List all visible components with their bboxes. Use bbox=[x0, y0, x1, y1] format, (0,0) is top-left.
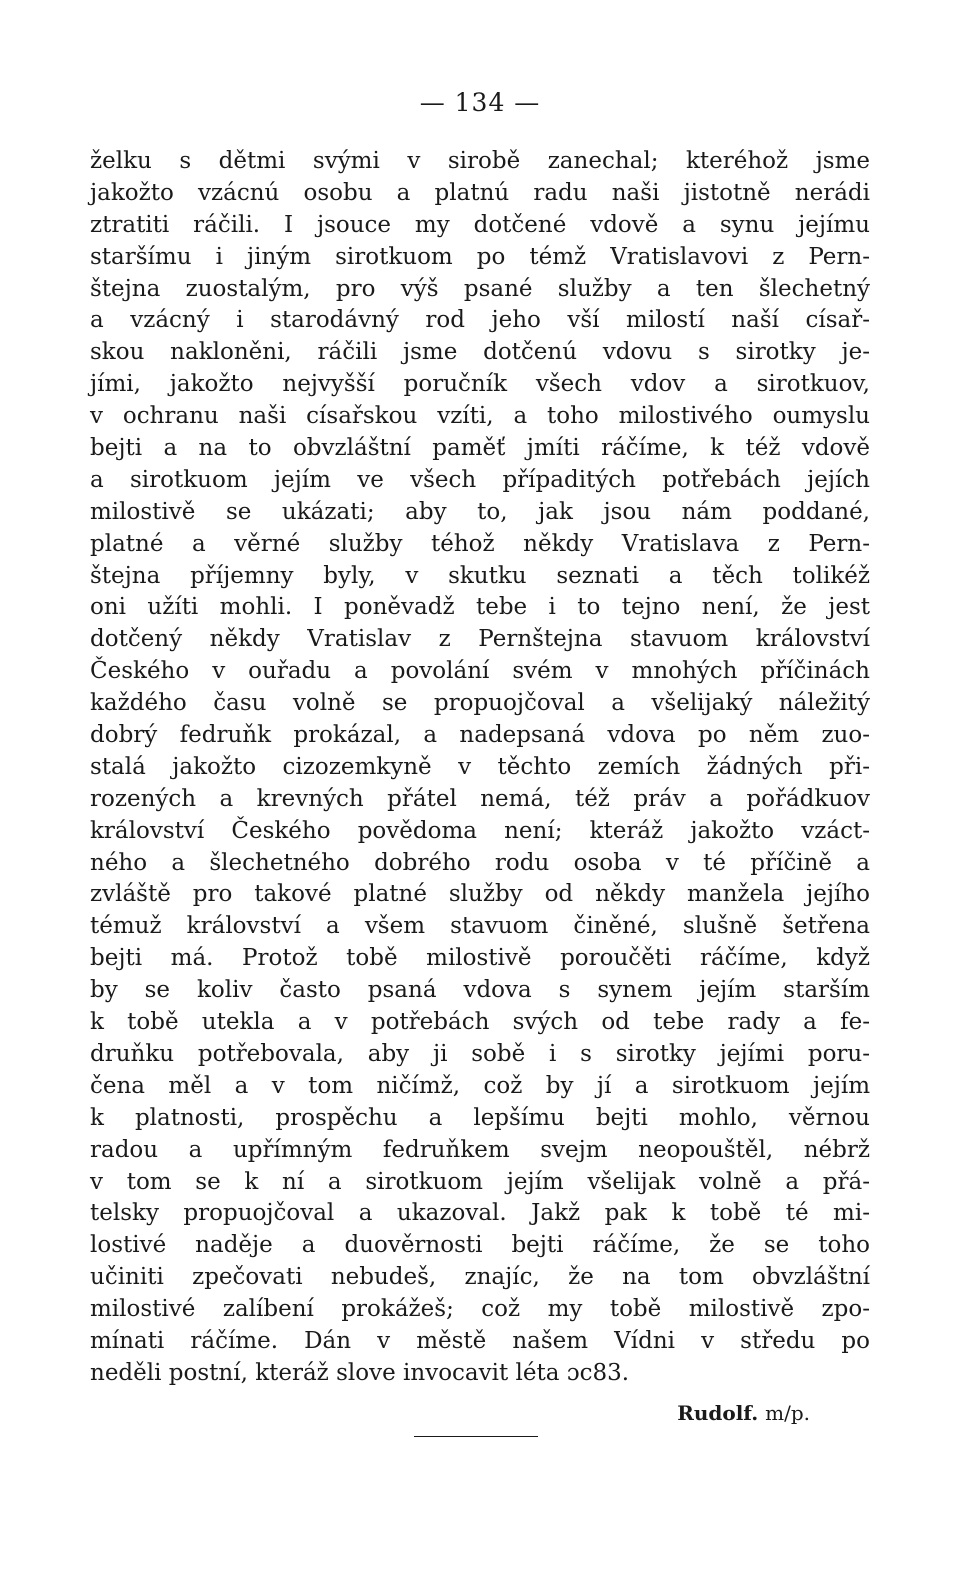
text-line: učiniti zpečovati nebudeš, znajíc, že na tom obvzláštní bbox=[90, 1264, 870, 1291]
text-line: milostivě se ukázati; aby to, jak jsou nám poddané, bbox=[90, 498, 870, 525]
text-line: v ochranu naši císařskou vzíti, a toho milostivého oumyslu bbox=[90, 403, 870, 430]
text-line: jakožto vzácnú osobu a platnú radu naši jistotně nerádi bbox=[90, 179, 870, 206]
signature-name: Rudolf. bbox=[677, 1401, 759, 1425]
text-line: v tom se k ní a sirotkuom jejím všelijak volně a přá- bbox=[90, 1168, 870, 1195]
text-line: království Českého povědoma není; kteráž jakožto vzáct- bbox=[90, 817, 870, 844]
text-line: dobrý fedruňk prokázal, a nadepsaná vdova po něm zuo- bbox=[90, 722, 870, 749]
text-line: stalá jakožto cizozemkyně v těchto zemích žádných při- bbox=[90, 753, 870, 780]
text-line: staršímu i jiným sirotkuom po témž Vratislavovi z Pern- bbox=[90, 243, 870, 270]
signature bbox=[677, 1400, 810, 1426]
text-line: a vzácný i starodávný rod jeho vší milostí naší císař- bbox=[90, 307, 870, 334]
text-line: radou a upřímným fedruňkem svejm neopouštěl, nébrž bbox=[90, 1136, 870, 1163]
text-line: skou nakloněni, ráčili jsme dotčenú vdovu s sirotky je- bbox=[90, 339, 870, 366]
text-line: bejti má. Protož tobě milostivě poroučěti ráčíme, když bbox=[90, 945, 870, 972]
text-line: čena měl a v tom ničímž, což by jí a sirotkuom jejím bbox=[90, 1072, 870, 1099]
text-line: milostivé zalíbení prokážeš; což my tobě milostivě zpo- bbox=[90, 1296, 870, 1323]
text-line: ztratiti ráčili. I jsouce my dotčené vdově a synu jejímu bbox=[90, 211, 870, 238]
text-line: k tobě utekla a v potřebách svých od tebe rady a fe- bbox=[90, 1009, 870, 1036]
text-line: Českého v ouřadu a povolání svém v mnohých příčinách bbox=[90, 658, 870, 685]
text-line: štejna zuostalým, pro výš psané služby a ten šlechetný bbox=[90, 275, 870, 302]
text-line: rozených a krevných přátel nemá, též práv a pořádkuov bbox=[90, 785, 870, 812]
text-line: jími, jakožto nejvyšší poručník všech vdov a sirotkuov, bbox=[90, 371, 870, 398]
text-line: želku s dětmi svými v sirobě zanechal; kteréhož jsme bbox=[90, 148, 870, 174]
body-text bbox=[90, 146, 870, 1390]
text-line: témuž království a všem stavuom činěné, slušně šetřena bbox=[90, 913, 870, 940]
text-line: telsky propuojčoval a ukazoval. Jakž pak k tobě té mi- bbox=[90, 1200, 870, 1227]
text-line: ného a šlechetného dobrého rodu osoba v té příčině a bbox=[90, 849, 870, 876]
text-line: a sirotkuom jejím ve všech případitých potřebách jejích bbox=[90, 466, 870, 493]
signature-mark: m/p. bbox=[765, 1401, 810, 1425]
text-line: lostivé naděje a duověrnosti bejti ráčíme, že se toho bbox=[90, 1232, 870, 1259]
text-line: zvláště pro takové platné služby od někdy manžela jejího bbox=[90, 881, 870, 908]
text-line: by se koliv často psaná vdova s synem jejím starším bbox=[90, 977, 870, 1004]
text-line: dotčený někdy Vratislav z Pernštejna stavuom království bbox=[90, 626, 870, 653]
text-line: štejna příjemny byly, v skutku seznati a těch tolikéž bbox=[90, 562, 870, 589]
text-line: mínati ráčíme. Dán v městě našem Vídni v středu po bbox=[90, 1327, 870, 1354]
text-line: platné a věrné služby téhož někdy Vratislava z Pern- bbox=[90, 530, 870, 557]
page-number: — 134 — bbox=[419, 88, 541, 117]
text-line: k platnosti, prospěchu a lepšímu bejti mohlo, věrnou bbox=[90, 1104, 870, 1131]
text-line: bejti a na to obvzláštní paměť jmíti ráčíme, k též vdově bbox=[90, 435, 870, 462]
text-line: druňku potřebovala, aby ji sobě i s sirotky jejími poru- bbox=[90, 1040, 870, 1067]
text-line: neděli postní, kteráž slove invocavit léta ɔc83. bbox=[90, 1359, 630, 1386]
footer-divider bbox=[414, 1436, 538, 1437]
text-line: každého času volně se propuojčoval a všelijaký náležitý bbox=[90, 690, 870, 717]
text-line: oni užíti mohli. I poněvadž tebe i to tejno není, že jest bbox=[90, 594, 870, 621]
